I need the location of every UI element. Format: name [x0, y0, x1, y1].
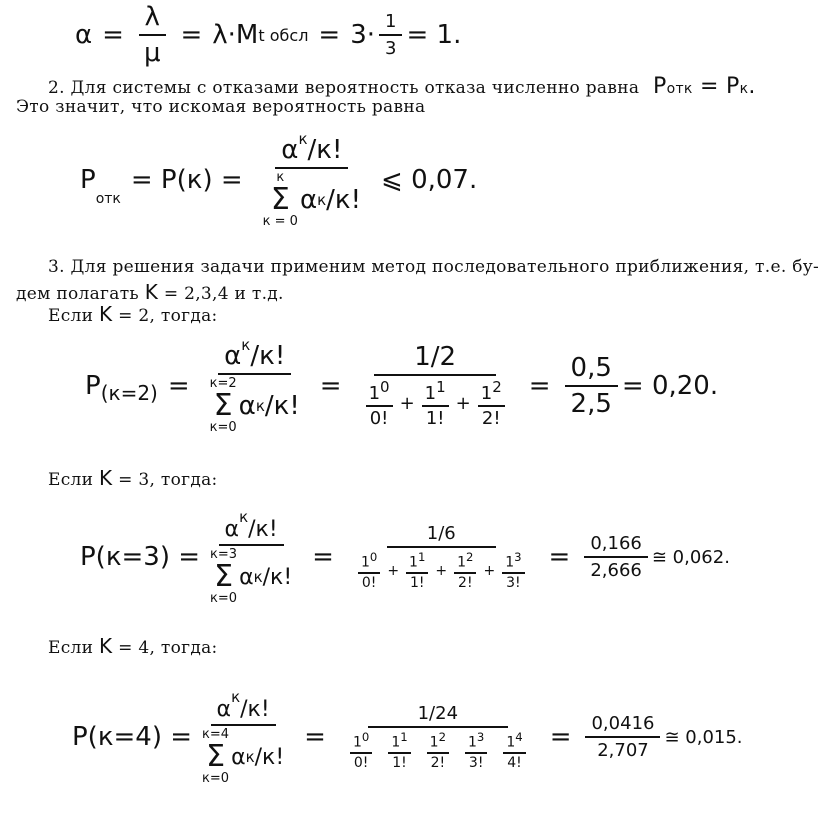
- equation-p-otk: P отк = P(к) = $\alpha^к/к$! к Σ к = 0 α к /к! ⩽ 0,07.: [80, 130, 478, 229]
- equation-k3: P(к=3) = $\alpha^к/к$! к=3 Σ к=0 α к /к! = 1/6 $\frac{1^0}{0!}$ + $\frac{1^1}{1!}$ + $\frac{1^2}{2!}$ + $\frac{1^3}{3!}$ = $\frac{0,166}{2,666}$ ≅ 0,062.: [80, 508, 730, 606]
- sum-term: $\frac{1^2}{2!}$: [478, 378, 505, 429]
- equation-k2: P (к=2) = $\alpha^к/к$! к=2 Σ к=0 α к /к! = 1/2 $\frac{1^0}{0!}$ + $\frac{1^1}{1!}$ + $\frac{1^2}{2!}$ = $\frac{0,5}{2,5}$ = 0,20.: [85, 336, 719, 435]
- sum-term: $\frac{1^1}{1!}$: [406, 550, 428, 591]
- sum-term: $\frac{1^1}{1!}$: [388, 730, 410, 771]
- denominator-terms: [340, 728, 536, 771]
- sum-term: $\frac{1^3}{3!}$: [465, 730, 487, 771]
- plus-sign: +: [483, 562, 496, 579]
- paragraph-if-k3: Если K = 3, тогда:: [48, 466, 218, 490]
- sum-term: $\frac{1^0}{0!}$: [358, 550, 380, 591]
- plus-sign: +: [435, 562, 448, 579]
- denominator-terms: [348, 548, 535, 591]
- sum-term: $\frac{1^2}{2!}$: [427, 730, 449, 771]
- plus-sign: +: [399, 393, 415, 414]
- denominator-terms: [356, 376, 515, 429]
- equation-k4: P(к=4) = $\alpha^к/к$! к=4 Σ к=0 α к /к! = 1/24 $\frac{1^0}{0!}$ $\frac{1^1}{1!}$ $\frac{1^2}{2!}$ $\frac{1^3}{3!}$ $\frac{1^4}{4!}$ = $\frac{0,0416}{2,707}$ ≅ 0,015.: [72, 688, 743, 786]
- sum-term: $\frac{1^3}{3!}$: [502, 550, 524, 591]
- equation-alpha: α = $\frac{\lambda}{\mu}$ = λ·M t обсл = 3· $\frac{1}{3}$ = 1.: [75, 2, 462, 68]
- paragraph-2-line-2: Это значит, что искомая вероятность равна: [16, 97, 426, 117]
- plus-sign: +: [455, 393, 471, 414]
- sum-term: $\frac{1^0}{0!}$: [366, 378, 393, 429]
- paragraph-if-k4: Если K = 4, тогда:: [48, 634, 218, 658]
- sum-term: $\frac{1^1}{1!}$: [422, 378, 449, 429]
- sum-term: $\frac{1^0}{0!}$: [350, 730, 372, 771]
- sum-term: $\frac{1^2}{2!}$: [454, 550, 476, 591]
- paragraph-3-line-3: Если K = 2, тогда:: [48, 302, 218, 326]
- paragraph-3-line-1: 3. Для решения задачи применим метод последовательного приближения, т.е. бу-: [48, 257, 820, 277]
- paragraph-3-line-2: дем полагать K = 2,3,4 и т.д.: [16, 280, 284, 304]
- plus-sign: +: [387, 562, 400, 579]
- sum-term: $\frac{1^4}{4!}$: [503, 730, 525, 771]
- paragraph-2-line-1: 2. Для системы с отказами вероятность отказа численно равна Pотк = Pк.: [48, 74, 756, 99]
